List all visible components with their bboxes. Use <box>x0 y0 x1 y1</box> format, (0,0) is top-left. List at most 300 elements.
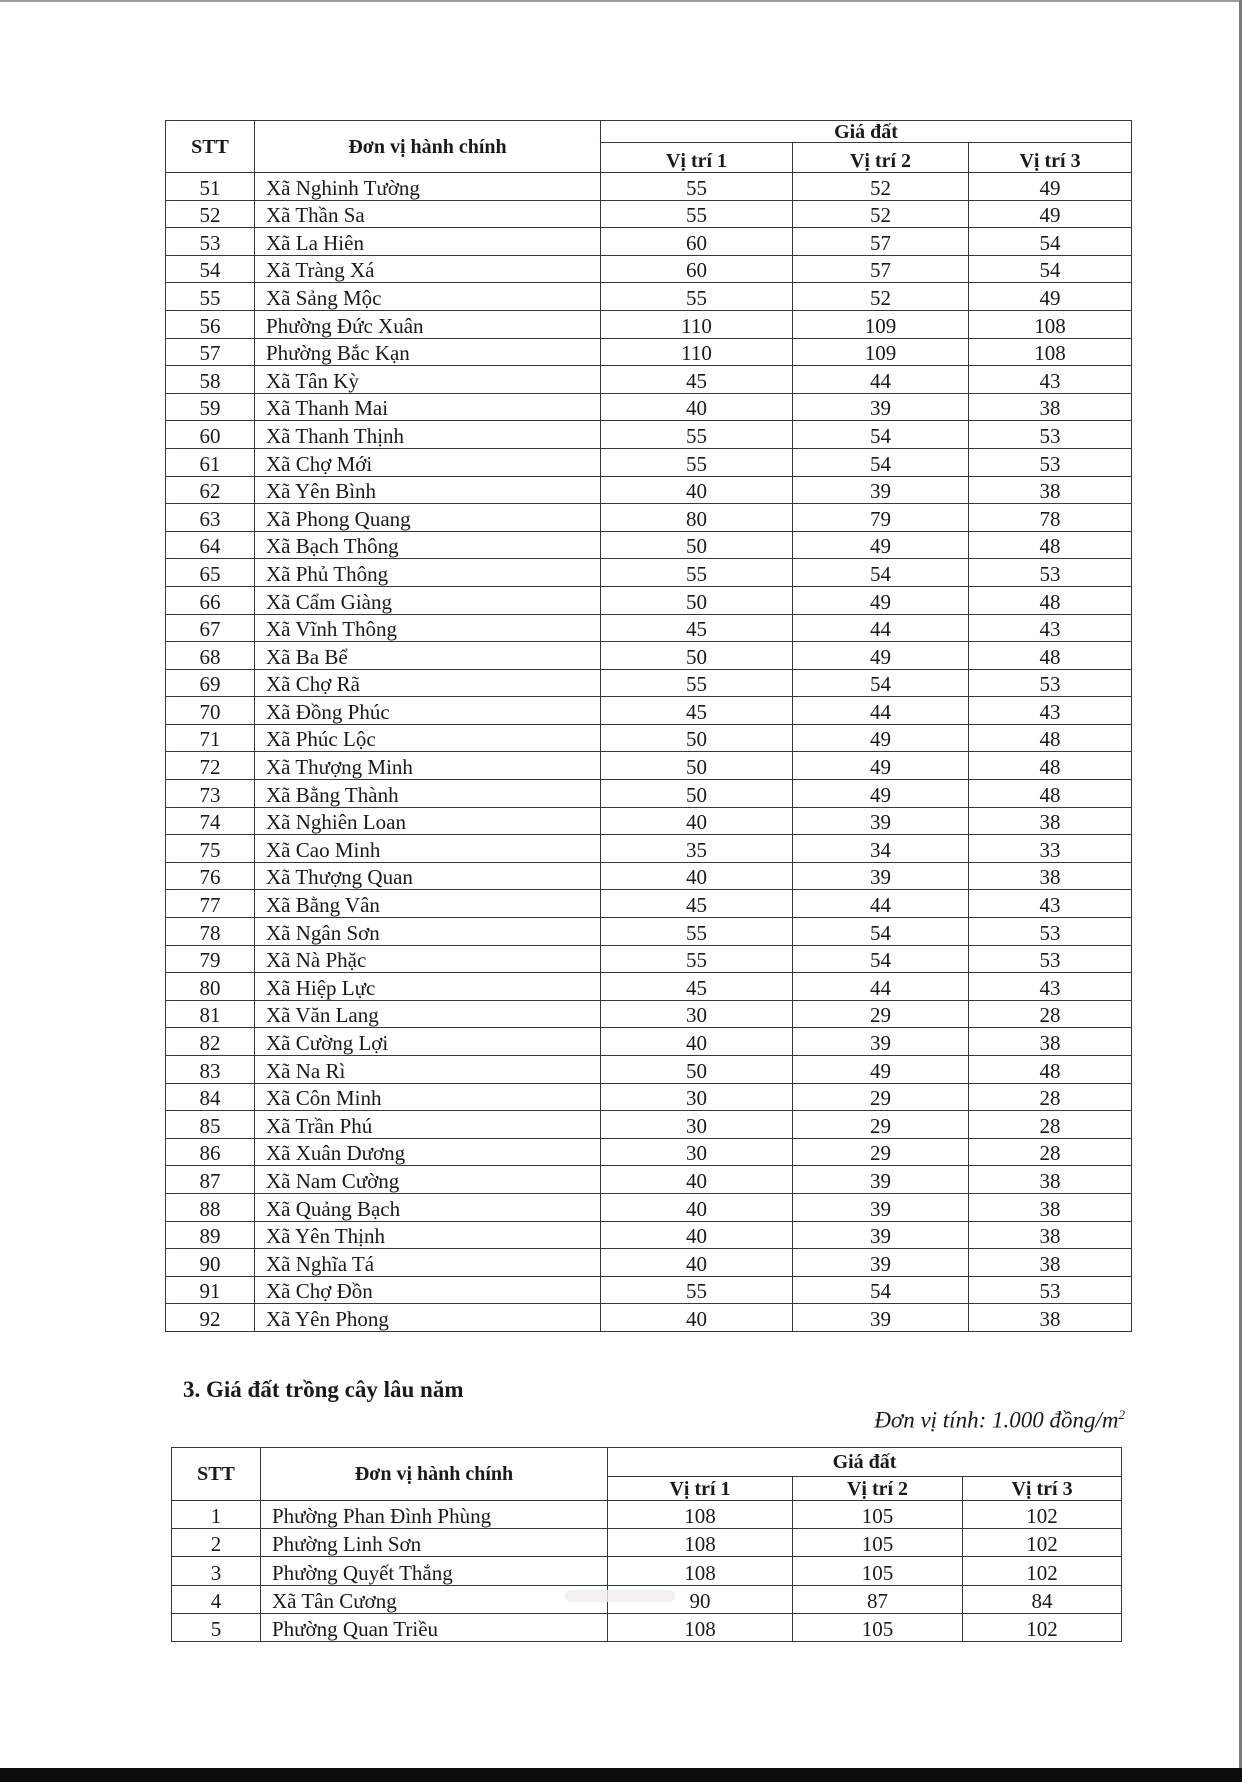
row-price-position-2: 29 <box>793 1083 969 1111</box>
row-price-position-1: 40 <box>601 1028 793 1056</box>
row-price-position-2: 105 <box>793 1501 963 1529</box>
row-price-position-1: 35 <box>601 835 793 863</box>
row-price-position-2: 44 <box>793 973 969 1001</box>
row-price-position-3: 33 <box>969 835 1132 863</box>
row-stt: 3 <box>172 1557 261 1585</box>
row-admin-unit: Xã Quảng Bạch <box>255 1193 601 1221</box>
table-row <box>166 310 1132 338</box>
row-admin-unit: Xã La Hiên <box>255 228 601 256</box>
row-admin-unit: Xã Bằng Vân <box>255 890 601 918</box>
row-price-position-1: 110 <box>601 310 793 338</box>
row-price-position-1: 50 <box>601 1056 793 1084</box>
row-admin-unit: Phường Quan Triều <box>261 1613 608 1641</box>
row-stt: 55 <box>166 283 255 311</box>
row-price-position-3: 78 <box>969 504 1132 532</box>
row-price-position-3: 38 <box>969 1304 1132 1332</box>
row-price-position-1: 55 <box>601 559 793 587</box>
row-price-position-1: 45 <box>601 973 793 1001</box>
row-admin-unit: Xã Tân Cương <box>261 1585 608 1613</box>
row-admin-unit: Xã Nghinh Tường <box>255 173 601 201</box>
row-price-position-2: 49 <box>793 531 969 559</box>
row-admin-unit: Xã Thanh Thịnh <box>255 421 601 449</box>
row-admin-unit: Xã Phúc Lộc <box>255 724 601 752</box>
row-admin-unit: Phường Phan Đình Phùng <box>261 1501 608 1529</box>
row-stt: 60 <box>166 421 255 449</box>
row-price-position-2: 44 <box>793 366 969 394</box>
row-price-position-2: 44 <box>793 890 969 918</box>
row-price-position-3: 108 <box>969 310 1132 338</box>
row-price-position-1: 108 <box>608 1557 793 1585</box>
table-row <box>166 752 1132 780</box>
row-price-position-3: 38 <box>969 807 1132 835</box>
table-row <box>166 1304 1132 1332</box>
row-price-position-3: 48 <box>969 724 1132 752</box>
table-row <box>166 531 1132 559</box>
row-admin-unit: Xã Yên Bình <box>255 476 601 504</box>
row-admin-unit: Xã Thượng Minh <box>255 752 601 780</box>
table-row <box>166 283 1132 311</box>
row-stt: 76 <box>166 862 255 890</box>
row-price-position-3: 108 <box>969 338 1132 366</box>
row-admin-unit: Phường Đức Xuân <box>255 310 601 338</box>
row-price-position-3: 48 <box>969 586 1132 614</box>
row-price-position-2: 29 <box>793 1000 969 1028</box>
header-position-2: Vị trí 2 <box>793 1477 963 1501</box>
table-row <box>166 807 1132 835</box>
row-admin-unit: Xã Sảng Mộc <box>255 283 601 311</box>
header-position-3: Vị trí 3 <box>963 1477 1122 1501</box>
row-admin-unit: Phường Quyết Thắng <box>261 1557 608 1585</box>
row-stt: 73 <box>166 780 255 808</box>
row-stt: 75 <box>166 835 255 863</box>
row-price-position-1: 40 <box>601 393 793 421</box>
row-stt: 90 <box>166 1249 255 1277</box>
row-admin-unit: Xã Tân Kỳ <box>255 366 601 394</box>
row-price-position-2: 57 <box>793 228 969 256</box>
row-stt: 5 <box>172 1613 261 1641</box>
row-admin-unit: Xã Chợ Mới <box>255 448 601 476</box>
row-price-position-2: 29 <box>793 1111 969 1139</box>
table-row <box>166 1000 1132 1028</box>
row-admin-unit: Xã Tràng Xá <box>255 255 601 283</box>
table-row <box>166 1221 1132 1249</box>
table-header-row <box>166 121 1132 143</box>
row-admin-unit: Xã Bạch Thông <box>255 531 601 559</box>
row-price-position-1: 30 <box>601 1111 793 1139</box>
row-admin-unit: Xã Phong Quang <box>255 504 601 532</box>
table-row <box>166 1166 1132 1194</box>
table-header-row <box>172 1448 1122 1477</box>
row-price-position-2: 49 <box>793 780 969 808</box>
row-admin-unit: Xã Ba Bể <box>255 642 601 670</box>
row-stt: 77 <box>166 890 255 918</box>
row-price-position-3: 53 <box>969 421 1132 449</box>
row-price-position-1: 55 <box>601 173 793 201</box>
table-row <box>172 1529 1122 1557</box>
row-admin-unit: Xã Nghĩa Tá <box>255 1249 601 1277</box>
row-price-position-3: 102 <box>963 1501 1122 1529</box>
row-price-position-1: 50 <box>601 780 793 808</box>
row-price-position-2: 39 <box>793 1193 969 1221</box>
row-price-position-1: 40 <box>601 1166 793 1194</box>
row-price-position-2: 49 <box>793 586 969 614</box>
perennial-crop-land-price-table <box>171 1447 1122 1642</box>
row-stt: 92 <box>166 1304 255 1332</box>
table-row <box>172 1557 1122 1585</box>
row-stt: 67 <box>166 614 255 642</box>
row-admin-unit: Xã Hiệp Lực <box>255 973 601 1001</box>
row-admin-unit: Xã Nghiên Loan <box>255 807 601 835</box>
row-price-position-3: 48 <box>969 642 1132 670</box>
row-price-position-1: 40 <box>601 862 793 890</box>
row-stt: 91 <box>166 1276 255 1304</box>
table-row <box>166 1193 1132 1221</box>
row-price-position-2: 52 <box>793 173 969 201</box>
row-price-position-2: 49 <box>793 1056 969 1084</box>
row-price-position-1: 90 <box>608 1585 793 1613</box>
row-admin-unit: Phường Linh Sơn <box>261 1529 608 1557</box>
row-stt: 65 <box>166 559 255 587</box>
row-admin-unit: Xã Xuân Dương <box>255 1138 601 1166</box>
row-price-position-3: 54 <box>969 228 1132 256</box>
row-price-position-3: 49 <box>969 283 1132 311</box>
table-body <box>166 173 1132 1332</box>
row-price-position-1: 55 <box>601 945 793 973</box>
row-admin-unit: Xã Yên Thịnh <box>255 1221 601 1249</box>
unit-note-text: Đơn vị tính: 1.000 đồng/m <box>874 1407 1119 1433</box>
row-stt: 52 <box>166 200 255 228</box>
row-stt: 1 <box>172 1501 261 1529</box>
table-row <box>166 642 1132 670</box>
table-row <box>166 476 1132 504</box>
table-row <box>166 918 1132 946</box>
row-price-position-2: 34 <box>793 835 969 863</box>
row-stt: 54 <box>166 255 255 283</box>
row-price-position-1: 40 <box>601 1193 793 1221</box>
table-row <box>166 393 1132 421</box>
row-price-position-2: 39 <box>793 1166 969 1194</box>
table-row <box>166 338 1132 366</box>
scan-top-edge <box>0 0 1242 2</box>
row-price-position-1: 108 <box>608 1529 793 1557</box>
table-row <box>166 586 1132 614</box>
row-admin-unit: Xã Ngân Sơn <box>255 918 601 946</box>
row-stt: 69 <box>166 669 255 697</box>
row-price-position-1: 55 <box>601 918 793 946</box>
row-stt: 85 <box>166 1111 255 1139</box>
header-stt: STT <box>172 1448 261 1501</box>
table-row <box>166 173 1132 201</box>
row-stt: 56 <box>166 310 255 338</box>
row-admin-unit: Xã Thượng Quan <box>255 862 601 890</box>
table-row <box>166 780 1132 808</box>
unit-note <box>874 1407 1125 1434</box>
row-price-position-1: 108 <box>608 1501 793 1529</box>
row-admin-unit: Xã Yên Phong <box>255 1304 601 1332</box>
row-price-position-3: 102 <box>963 1557 1122 1585</box>
table-row <box>172 1501 1122 1529</box>
row-stt: 61 <box>166 448 255 476</box>
row-price-position-1: 55 <box>601 1276 793 1304</box>
row-admin-unit: Xã Côn Minh <box>255 1083 601 1111</box>
row-stt: 4 <box>172 1585 261 1613</box>
row-price-position-3: 38 <box>969 1249 1132 1277</box>
row-price-position-1: 50 <box>601 724 793 752</box>
row-price-position-3: 28 <box>969 1138 1132 1166</box>
row-stt: 82 <box>166 1028 255 1056</box>
row-price-position-1: 55 <box>601 200 793 228</box>
row-price-position-3: 43 <box>969 614 1132 642</box>
row-price-position-3: 53 <box>969 918 1132 946</box>
table-row <box>166 945 1132 973</box>
row-stt: 81 <box>166 1000 255 1028</box>
row-price-position-2: 54 <box>793 945 969 973</box>
row-price-position-1: 40 <box>601 1249 793 1277</box>
row-price-position-2: 54 <box>793 669 969 697</box>
row-price-position-1: 30 <box>601 1000 793 1028</box>
row-price-position-2: 39 <box>793 1221 969 1249</box>
row-price-position-3: 53 <box>969 669 1132 697</box>
table-row <box>166 228 1132 256</box>
row-price-position-3: 102 <box>963 1529 1122 1557</box>
row-price-position-3: 38 <box>969 1193 1132 1221</box>
row-price-position-1: 80 <box>601 504 793 532</box>
table-row <box>166 1276 1132 1304</box>
table-row <box>172 1613 1122 1641</box>
row-price-position-3: 38 <box>969 476 1132 504</box>
row-stt: 83 <box>166 1056 255 1084</box>
row-price-position-1: 50 <box>601 752 793 780</box>
section-heading: 3. Giá đất trồng cây lâu năm <box>183 1377 464 1402</box>
header-admin-unit: Đơn vị hành chính <box>255 121 601 173</box>
row-price-position-2: 109 <box>793 310 969 338</box>
row-stt: 79 <box>166 945 255 973</box>
table-row <box>166 862 1132 890</box>
row-price-position-3: 28 <box>969 1083 1132 1111</box>
row-price-position-1: 30 <box>601 1138 793 1166</box>
row-price-position-2: 44 <box>793 697 969 725</box>
row-price-position-3: 49 <box>969 173 1132 201</box>
row-admin-unit: Phường Bắc Kạn <box>255 338 601 366</box>
row-price-position-1: 45 <box>601 614 793 642</box>
header-position-3: Vị trí 3 <box>969 143 1132 173</box>
row-price-position-2: 39 <box>793 476 969 504</box>
row-price-position-1: 60 <box>601 228 793 256</box>
row-price-position-1: 30 <box>601 1083 793 1111</box>
table-row <box>166 421 1132 449</box>
header-position-1: Vị trí 1 <box>601 143 793 173</box>
row-price-position-1: 108 <box>608 1613 793 1641</box>
row-price-position-3: 28 <box>969 1111 1132 1139</box>
row-stt: 86 <box>166 1138 255 1166</box>
table-row <box>166 890 1132 918</box>
row-stt: 84 <box>166 1083 255 1111</box>
row-price-position-1: 50 <box>601 586 793 614</box>
row-price-position-3: 53 <box>969 945 1132 973</box>
unit-note-superscript: 2 <box>1118 1407 1125 1422</box>
row-admin-unit: Xã Bằng Thành <box>255 780 601 808</box>
table-row <box>166 366 1132 394</box>
row-price-position-2: 79 <box>793 504 969 532</box>
header-price-group: Giá đất <box>608 1448 1122 1477</box>
row-stt: 2 <box>172 1529 261 1557</box>
row-price-position-3: 38 <box>969 1028 1132 1056</box>
header-price-group: Giá đất <box>601 121 1132 143</box>
row-price-position-3: 84 <box>963 1585 1122 1613</box>
row-price-position-1: 55 <box>601 448 793 476</box>
row-admin-unit: Xã Văn Lang <box>255 1000 601 1028</box>
row-price-position-2: 87 <box>793 1585 963 1613</box>
row-admin-unit: Xã Nà Phặc <box>255 945 601 973</box>
row-price-position-3: 102 <box>963 1613 1122 1641</box>
row-price-position-2: 57 <box>793 255 969 283</box>
table-row <box>166 697 1132 725</box>
table-row <box>166 973 1132 1001</box>
row-price-position-3: 54 <box>969 255 1132 283</box>
row-price-position-2: 44 <box>793 614 969 642</box>
table-row <box>166 504 1132 532</box>
table-body <box>172 1501 1122 1642</box>
row-admin-unit: Xã Cẩm Giàng <box>255 586 601 614</box>
table-row <box>166 1056 1132 1084</box>
table-row <box>166 448 1132 476</box>
row-price-position-2: 105 <box>793 1557 963 1585</box>
row-price-position-2: 54 <box>793 918 969 946</box>
row-admin-unit: Xã Chợ Đồn <box>255 1276 601 1304</box>
row-price-position-3: 43 <box>969 973 1132 1001</box>
table-row <box>166 835 1132 863</box>
row-price-position-2: 39 <box>793 862 969 890</box>
row-price-position-3: 43 <box>969 890 1132 918</box>
row-price-position-2: 52 <box>793 200 969 228</box>
header-position-1: Vị trí 1 <box>608 1477 793 1501</box>
row-stt: 80 <box>166 973 255 1001</box>
row-price-position-1: 55 <box>601 421 793 449</box>
row-price-position-1: 45 <box>601 366 793 394</box>
row-price-position-2: 54 <box>793 559 969 587</box>
row-price-position-3: 53 <box>969 448 1132 476</box>
row-price-position-1: 40 <box>601 476 793 504</box>
row-admin-unit: Xã Cao Minh <box>255 835 601 863</box>
row-price-position-1: 55 <box>601 669 793 697</box>
table-row <box>166 1028 1132 1056</box>
table-row <box>166 559 1132 587</box>
row-price-position-3: 53 <box>969 559 1132 587</box>
row-price-position-3: 28 <box>969 1000 1132 1028</box>
row-price-position-2: 39 <box>793 807 969 835</box>
row-price-position-3: 38 <box>969 393 1132 421</box>
row-admin-unit: Xã Chợ Rã <box>255 669 601 697</box>
row-admin-unit: Xã Vĩnh Thông <box>255 614 601 642</box>
row-price-position-2: 54 <box>793 1276 969 1304</box>
row-price-position-1: 40 <box>601 1304 793 1332</box>
scan-bottom-band <box>0 1768 1242 1782</box>
row-stt: 89 <box>166 1221 255 1249</box>
row-price-position-3: 43 <box>969 366 1132 394</box>
scan-smudge <box>565 1590 675 1602</box>
row-price-position-2: 49 <box>793 724 969 752</box>
row-price-position-1: 50 <box>601 531 793 559</box>
row-stt: 68 <box>166 642 255 670</box>
row-admin-unit: Xã Thanh Mai <box>255 393 601 421</box>
row-stt: 87 <box>166 1166 255 1194</box>
row-price-position-3: 48 <box>969 531 1132 559</box>
header-admin-unit: Đơn vị hành chính <box>261 1448 608 1501</box>
row-stt: 66 <box>166 586 255 614</box>
row-price-position-3: 38 <box>969 1221 1132 1249</box>
row-price-position-2: 105 <box>793 1613 963 1641</box>
row-price-position-1: 50 <box>601 642 793 670</box>
row-price-position-1: 40 <box>601 1221 793 1249</box>
row-stt: 78 <box>166 918 255 946</box>
row-admin-unit: Xã Trần Phú <box>255 1111 601 1139</box>
table-row <box>166 1083 1132 1111</box>
row-stt: 62 <box>166 476 255 504</box>
table-row <box>166 1249 1132 1277</box>
table-row <box>166 1138 1132 1166</box>
table-row <box>166 255 1132 283</box>
row-price-position-2: 105 <box>793 1529 963 1557</box>
row-price-position-2: 39 <box>793 1249 969 1277</box>
table-row <box>166 200 1132 228</box>
row-price-position-3: 49 <box>969 200 1132 228</box>
row-price-position-2: 54 <box>793 421 969 449</box>
row-price-position-1: 45 <box>601 697 793 725</box>
row-admin-unit: Xã Cường Lợi <box>255 1028 601 1056</box>
row-price-position-3: 48 <box>969 780 1132 808</box>
row-stt: 59 <box>166 393 255 421</box>
row-price-position-3: 38 <box>969 862 1132 890</box>
row-stt: 57 <box>166 338 255 366</box>
row-price-position-3: 38 <box>969 1166 1132 1194</box>
row-stt: 64 <box>166 531 255 559</box>
row-stt: 51 <box>166 173 255 201</box>
row-price-position-1: 45 <box>601 890 793 918</box>
row-stt: 74 <box>166 807 255 835</box>
row-admin-unit: Xã Đồng Phúc <box>255 697 601 725</box>
row-price-position-2: 39 <box>793 393 969 421</box>
land-price-table-continued <box>165 120 1132 1332</box>
row-price-position-3: 53 <box>969 1276 1132 1304</box>
row-admin-unit: Xã Thần Sa <box>255 200 601 228</box>
row-price-position-2: 54 <box>793 448 969 476</box>
row-stt: 53 <box>166 228 255 256</box>
row-price-position-3: 48 <box>969 1056 1132 1084</box>
header-stt: STT <box>166 121 255 173</box>
row-price-position-3: 48 <box>969 752 1132 780</box>
row-stt: 70 <box>166 697 255 725</box>
row-admin-unit: Xã Nam Cường <box>255 1166 601 1194</box>
row-price-position-2: 52 <box>793 283 969 311</box>
table-row <box>166 724 1132 752</box>
row-admin-unit: Xã Na Rì <box>255 1056 601 1084</box>
row-price-position-1: 40 <box>601 807 793 835</box>
row-price-position-2: 39 <box>793 1028 969 1056</box>
row-price-position-2: 49 <box>793 642 969 670</box>
header-position-2: Vị trí 2 <box>793 143 969 173</box>
table-row <box>166 669 1132 697</box>
row-stt: 58 <box>166 366 255 394</box>
table-row <box>166 1111 1132 1139</box>
table-row <box>166 614 1132 642</box>
row-stt: 71 <box>166 724 255 752</box>
row-stt: 63 <box>166 504 255 532</box>
row-stt: 72 <box>166 752 255 780</box>
row-price-position-2: 109 <box>793 338 969 366</box>
row-price-position-3: 43 <box>969 697 1132 725</box>
row-price-position-1: 55 <box>601 283 793 311</box>
row-price-position-1: 60 <box>601 255 793 283</box>
